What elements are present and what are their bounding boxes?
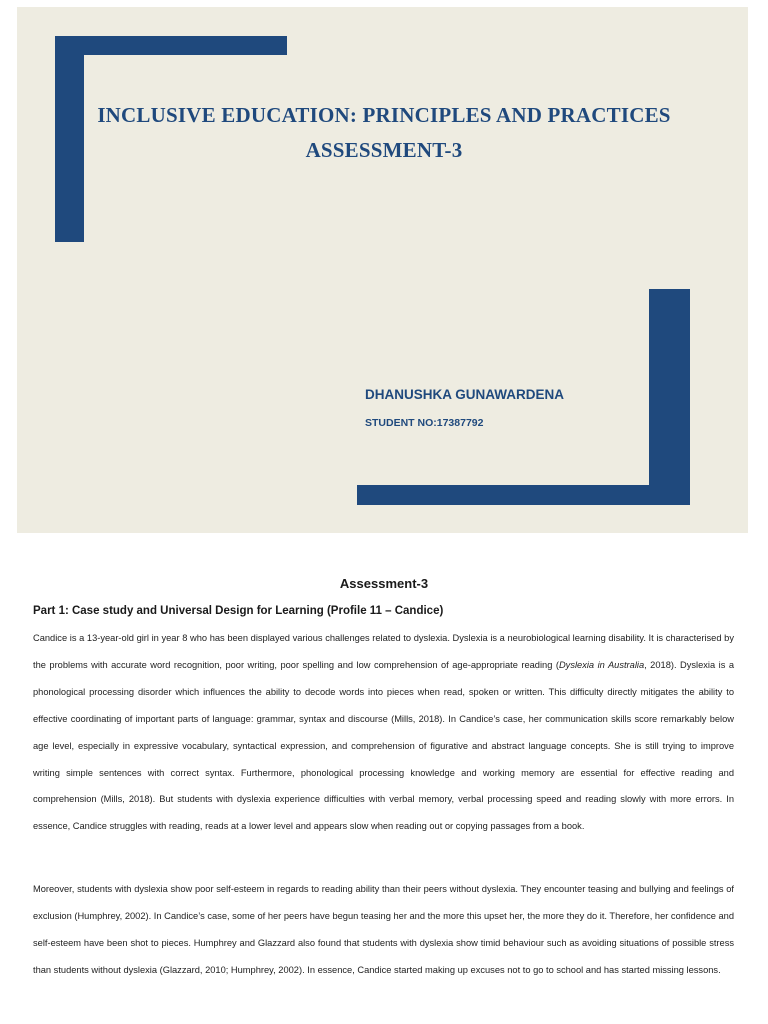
part-heading: Part 1: Case study and Universal Design for Learning (Profile 11 – Candice) <box>33 605 444 617</box>
cover-subtitle: ASSESSMENT-3 <box>305 138 463 162</box>
citation-italic: Dyslexia in Australia <box>558 659 645 670</box>
author-name: DHANUSHKA GUNAWARDENA <box>365 387 564 402</box>
bottom-right-bracket-horizontal <box>357 485 690 505</box>
paragraph-1-text-b: , 2018). Dyslexia is a phonological processing disorder which influences the ability to decode words into pieces when read, spoken or written. This difficulty directly mitigates the ability to effective coordinating of important parts of language: grammar, syntax and discourse (Mills, 2018). In Candice’s case, her communication skills score remarkably below age level, especially in expressive vocabulary, syntactical expression, and comprehension of figurative and abstract language concepts. She is still trying to improve writing simple sentences with correct syntax. Furthermore, phonological processing knowledge and working memory are essential for effective reading and comprehension (Mills, 2018). But students with dyslexia experience difficulties with verbal memory, verbal processing speed and reading slowly with more errors. In essence, Candice struggles with reading, reads at a lower level and appears slow when reading out or copying passages from a book. <box>33 659 735 832</box>
paragraph-1 <box>33 625 734 840</box>
bottom-right-bracket-vertical <box>649 289 690 505</box>
document-heading: Assessment-3 <box>339 576 429 591</box>
paragraph-2: Moreover, students with dyslexia show poor self-esteem in regards to reading ability than their peers without dyslexia. They encounter teasing and bullying and feelings of exclusion (Humphrey, 2002). In Candice’s case, some of her peers have begun teasing her and the more this upset her, the more they do it. Therefore, her confidence and self-esteem have been shot to pieces. Humphrey and Glazzard also found that students with dyslexia show timid behaviour such as avoiding situations of possible stress than students without dyslexia (Glazzard, 2010; Humphrey, 2002). In essence, Candice started making up excuses not to go to school and has started missing lessons. <box>33 884 734 975</box>
paragraph-1-text-a: Candice is a 13-year-old girl in year 8 who has been displayed various challenges related to dyslexia. Dyslexia is a neurobiological learning disability. It is characterised by the problems with accurate word recognition, poor writing, poor spelling and low comprehension of age-appropriate reading ( <box>33 633 734 670</box>
cover-title: INCLUSIVE EDUCATION: PRINCIPLES AND PRACTICES <box>97 103 671 127</box>
student-number: STUDENT NO:17387792 <box>365 417 484 429</box>
cover-panel <box>17 7 748 533</box>
top-left-bracket-horizontal <box>55 36 287 55</box>
